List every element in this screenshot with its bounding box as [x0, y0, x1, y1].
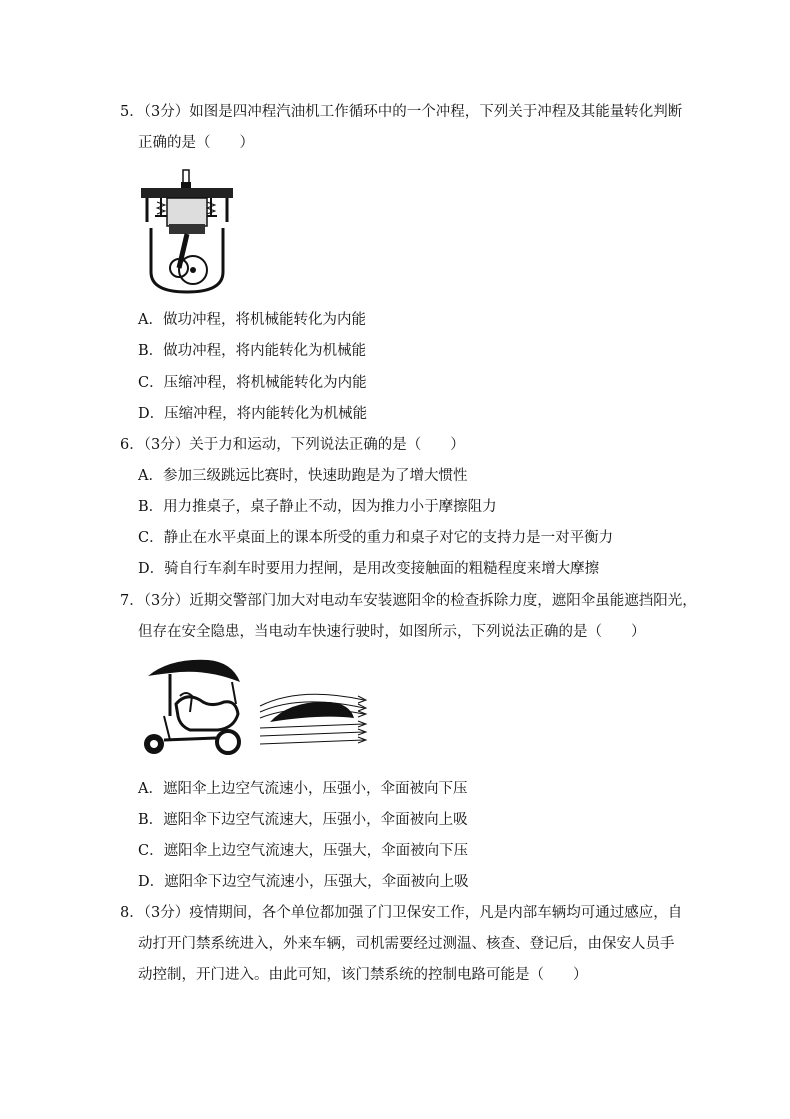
- question-6-option-a[interactable]: A．参加三级跳远比赛时，快速助跑是为了增大惯性: [138, 468, 468, 484]
- question-6-option-d[interactable]: D．骑自行车刹车时要用力捏闸，是用改变接触面的粗糙程度来增大摩擦: [138, 561, 600, 577]
- question-7-option-b[interactable]: B．遮阳伞下边空气流速大，压强小，伞面被向上吸: [138, 812, 468, 828]
- question-7-stem-line-2: 但存在安全隐患，当电动车快速行驶时，如图所示，下列说法正确的是（ ）: [138, 624, 646, 640]
- question-8-stem-line-2: 动打开门禁系统进入，外来车辆，司机需要经过测温、核查、登记后，由保安人员手: [138, 936, 675, 952]
- question-6-option-c[interactable]: C．静止在水平桌面上的课本所受的重力和桌子对它的支持力是一对平衡力: [138, 530, 614, 546]
- question-5-stem-line-1: 5．（3分）如图是四冲程汽油机工作循环中的一个冲程，下列关于冲程及其能量转化判断: [120, 104, 683, 120]
- question-7-stem-line-1: 7．（3分）近期交警部门加大对电动车安装遮阳伞的检查拆除力度，遮阳伞虽能遮挡阳光，: [120, 593, 697, 609]
- engine-stroke-figure: [137, 168, 237, 296]
- question-6-stem-line-1: 6．（3分）关于力和运动，下列说法正确的是（ ）: [120, 437, 465, 453]
- question-5-option-c[interactable]: C．压缩冲程，将机械能转化为内能: [138, 375, 367, 391]
- question-6-option-b[interactable]: B．用力推桌子，桌子静止不动，因为推力小于摩擦阻力: [138, 499, 497, 515]
- question-5-option-a[interactable]: A．做功冲程，将机械能转化为内能: [138, 312, 366, 328]
- question-8-stem-line-1: 8．（3分）疫情期间，各个单位都加强了门卫保安工作，凡是内部车辆均可通过感应，自: [120, 905, 683, 921]
- question-7-option-d[interactable]: D．遮阳伞下边空气流速小，压强大，伞面被向上吸: [138, 874, 469, 890]
- question-7-option-c[interactable]: C．遮阳伞上边空气流速大，压强大，伞面被向下压: [138, 843, 469, 859]
- question-5-option-b[interactable]: B．做功冲程，将内能转化为机械能: [138, 343, 367, 359]
- scooter-umbrella-figure: [140, 656, 370, 760]
- question-8-stem-line-3: 动控制，开门进入。由此可知，该门禁系统的控制电路可能是（ ）: [138, 967, 588, 983]
- question-5-option-d[interactable]: D．压缩冲程，将内能转化为机械能: [138, 406, 368, 422]
- question-5-stem-line-2: 正确的是（ ）: [138, 135, 254, 151]
- question-7-option-a[interactable]: A．遮阳伞上边空气流速小，压强小，伞面被向下压: [138, 781, 468, 797]
